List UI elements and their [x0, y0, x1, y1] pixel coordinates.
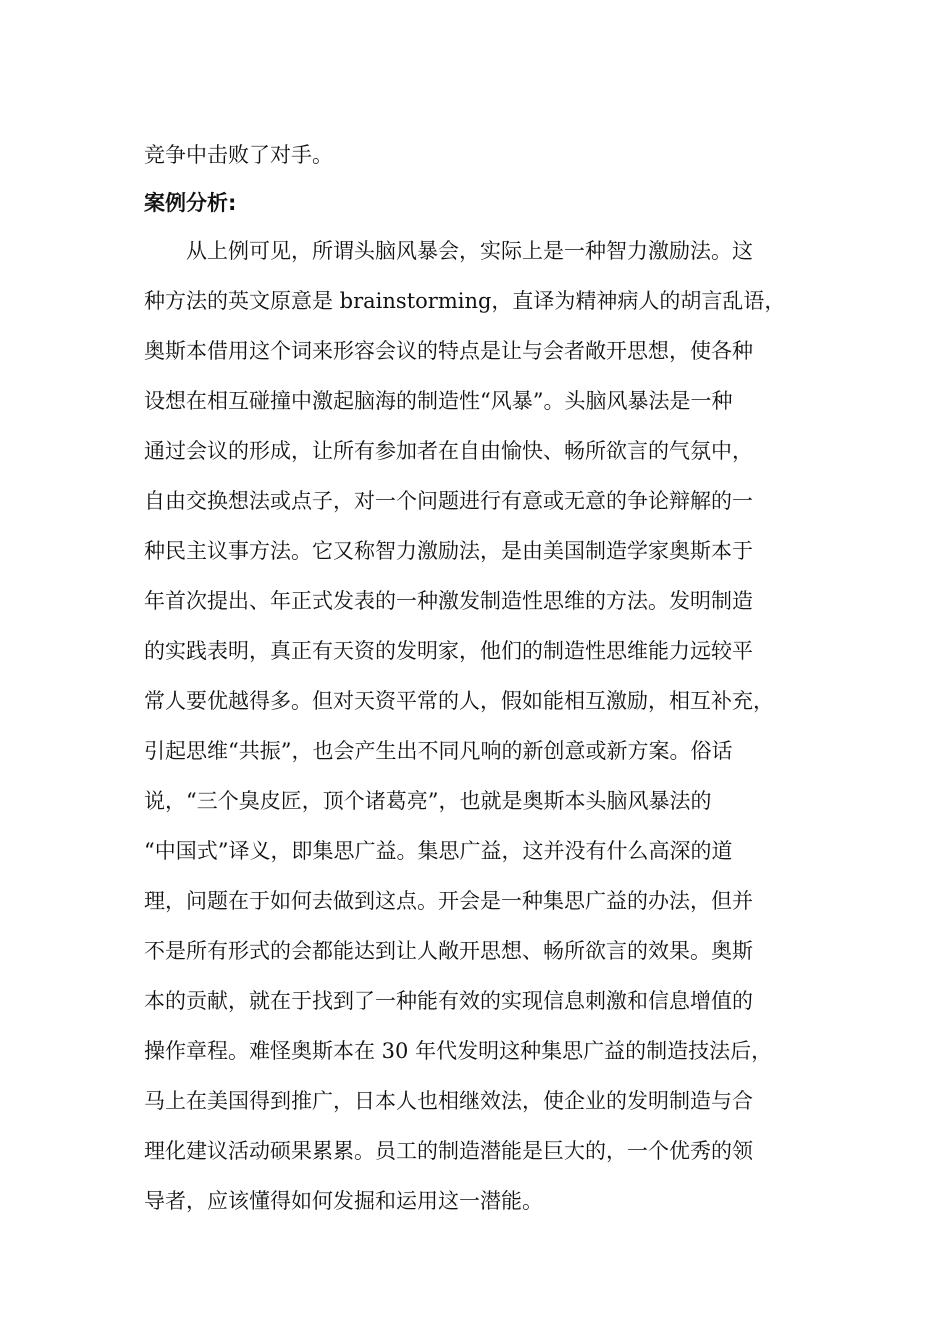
paragraph-line: 年首次提出、年正式发表的一种激发制造性思维的方法。发明制造 [144, 589, 753, 613]
paragraph-line: 理化建议活动硕果累累。员工的制造潜能是巨大的，一个优秀的领 [144, 1139, 753, 1163]
paragraph-line: “中国式”译义，即集思广益。集思广益，这并没有什么高深的道 [144, 839, 733, 863]
paragraph-line: 引起思维“共振”，也会产生出不同凡响的新创意或新方案。俗话 [144, 739, 733, 763]
paragraph-line: 设想在相互碰撞中激起脑海的制造性“风暴”。头脑风暴法是一种 [144, 389, 733, 413]
paragraph-line: 通过会议的形成，让所有参加者在自由愉快、畅所欲言的气氛中， [144, 439, 753, 463]
paragraph-line: 说，“三个臭皮匠，顶个诸葛亮”，也就是奥斯本头脑风暴法的 [144, 789, 712, 813]
paragraph-line: 奥斯本借用这个词来形容会议的特点是让与会者敞开思想，使各种 [144, 339, 753, 363]
section-heading: 案例分析: [144, 191, 237, 215]
paragraph-line: 常人要优越得多。但对天资平常的人，假如能相互激励，相互补充， [144, 689, 774, 713]
paragraph-line: 操作章程。难怪奥斯本在 30 年代发明这种集思广益的制造技法后， [144, 1039, 773, 1063]
paragraph-line: 种方法的英文原意是 brainstorming，直译为精神病人的胡言乱语， [144, 289, 786, 313]
paragraph-line: 不是所有形式的会都能达到让人敞开思想、畅所欲言的效果。奥斯 [144, 939, 753, 963]
paragraph-line: 自由交换想法或点子，对一个问题进行有意或无意的争论辩解的一 [144, 489, 753, 513]
paragraph-line: 本的贡献，就在于找到了一种能有效的实现信息刺激和信息增值的 [144, 989, 753, 1013]
paragraph-line: 从上例可见，所谓头脑风暴会，实际上是一种智力激励法。这 [186, 239, 753, 263]
paragraph-line: 理，问题在于如何去做到这点。开会是一种集思广益的办法，但并 [144, 889, 753, 913]
paragraph-line: 导者，应该懂得如何发掘和运用这一潜能。 [144, 1189, 543, 1213]
paragraph-line: 种民主议事方法。它又称智力激励法，是由美国制造学家奥斯本于 [144, 539, 753, 563]
paragraph-line: 竞争中击败了对手。 [144, 143, 333, 167]
paragraph-line: 马上在美国得到推广，日本人也相继效法，使企业的发明制造与合 [144, 1089, 753, 1113]
paragraph-line: 的实践表明，真正有天资的发明家，他们的制造性思维能力远较平 [144, 639, 753, 663]
